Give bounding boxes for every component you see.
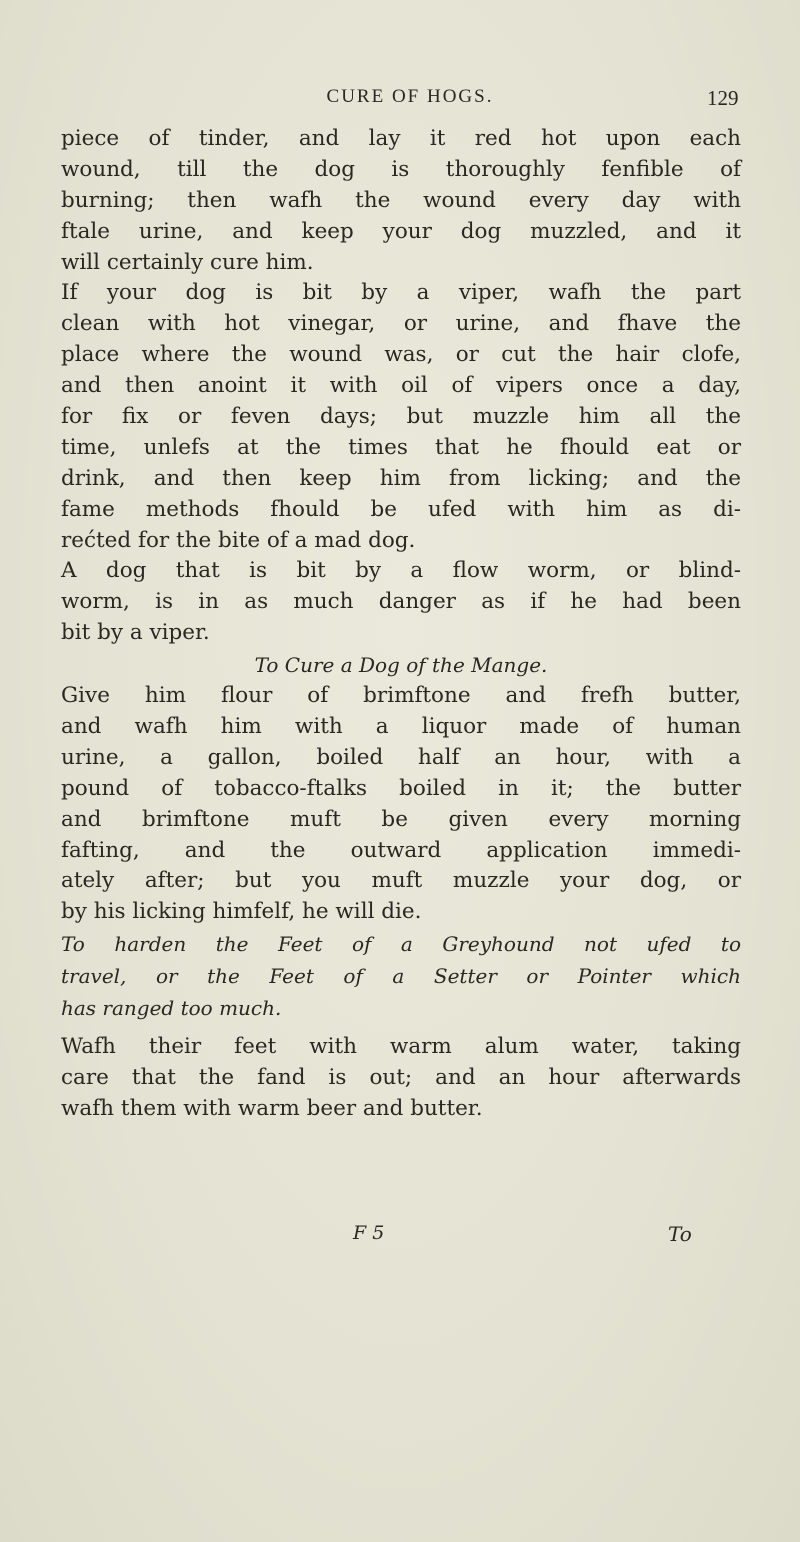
paragraph-tinder-treatment <box>61 124 741 278</box>
text-line: drink, and then keep him from licking; and the <box>61 465 741 491</box>
text-line: will certainly cure him. <box>61 249 314 275</box>
text-line: care that the fand is out; and an hour afterwards <box>61 1065 741 1091</box>
text-line: place where the wound was, or cut the hair clofe, <box>61 342 741 368</box>
section-heading-mange: To Cure a Dog of the Mange. <box>254 653 548 678</box>
text-line: and then anoint it with oil of vipers once a day, <box>61 373 741 399</box>
text-line: urine, a gallon, boiled half an hour, with a <box>61 744 741 770</box>
section-heading-greyhound-feet <box>61 928 741 1024</box>
text-line: Give him flour of brimftone and frefh butter, <box>61 683 741 709</box>
text-line: and brimftone muft be given every morning <box>61 806 741 832</box>
text-line: by his licking himfelf, he will die. <box>61 899 422 925</box>
text-line: Wafh their feet with warm alum water, taking <box>61 1034 741 1060</box>
text-line: and wafh him with a liquor made of human <box>61 714 741 740</box>
page-header <box>0 86 800 126</box>
body-text <box>61 124 741 1125</box>
text-line: wound, till the dog is thoroughly fenfible of <box>61 156 741 182</box>
text-line: wafh them with warm beer and butter. <box>61 1096 483 1122</box>
text-line: If your dog is bit by a viper, wafh the part <box>61 280 741 306</box>
text-line: rećted for the bite of a mad dog. <box>61 527 416 553</box>
page-footer <box>0 1222 800 1252</box>
text-line: clean with hot vinegar, or urine, and fhave the <box>61 311 741 337</box>
text-line: bit by a viper. <box>61 620 210 646</box>
text-line: piece of tinder, and lay it red hot upon each <box>61 126 741 151</box>
paragraph-mange-cure <box>61 681 741 928</box>
text-line: pound of tobacco-ftalks boiled in it; the butter <box>61 775 741 801</box>
text-line: burning; then wafh the wound every day with <box>61 187 741 213</box>
heading-line: has ranged too much. <box>61 996 282 1021</box>
text-line: ftale urine, and keep your dog muzzled, and it <box>61 218 741 244</box>
text-line: A dog that is bit by a flow worm, or blind- <box>61 558 741 584</box>
running-head: CURE OF HOGS. <box>326 86 494 107</box>
catchword: To <box>668 1222 692 1246</box>
paragraph-slow-worm <box>61 556 741 649</box>
text-line: worm, is in as much danger as if he had been <box>61 589 741 615</box>
text-line: time, unlefs at the times that he fhould eat or <box>61 434 741 460</box>
paragraph-feet-treatment <box>61 1032 741 1125</box>
text-line: fame methods fhould be ufed with him as di- <box>61 496 741 522</box>
heading-line: travel, or the Feet of a Setter or Pointer which <box>61 964 741 989</box>
heading-line: To harden the Feet of a Greyhound not ufed to <box>61 932 741 957</box>
page-number: 129 <box>707 86 739 110</box>
paragraph-viper-bite <box>61 278 741 556</box>
text-line: for fix or feven days; but muzzle him all the <box>61 404 741 430</box>
text-line: fafting, and the outward application immedi- <box>61 837 741 863</box>
signature-mark: F 5 <box>353 1222 385 1244</box>
text-line: ately after; but you muft muzzle your dog, or <box>61 868 741 894</box>
